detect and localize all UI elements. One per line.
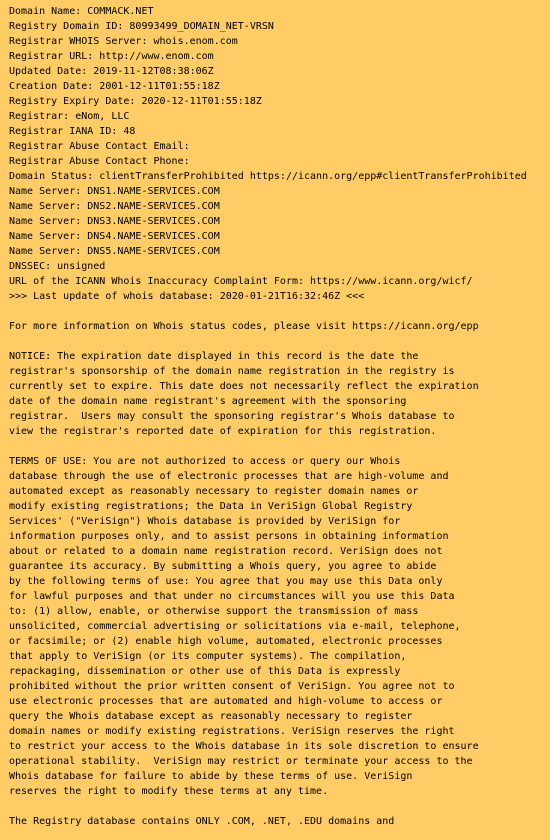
whois-line: automated except as reasonably necessary to register domain names or bbox=[9, 486, 419, 497]
whois-line: Registrar Abuse Contact Email: bbox=[9, 141, 190, 152]
whois-line: by the following terms of use: You agree that you may use this Data only bbox=[9, 576, 443, 587]
blank-line bbox=[9, 439, 527, 454]
blank-line bbox=[9, 334, 527, 349]
whois-line: modify existing registrations; the Data in VeriSign Global Registry bbox=[9, 501, 413, 512]
whois-line: registrar. Users may consult the sponsoring registrar's Whois database to bbox=[9, 411, 455, 422]
whois-line: unsolicited, commercial advertising or solicitations via e-mail, telephone, bbox=[9, 621, 461, 632]
whois-line: Creation Date: 2001-12-11T01:55:18Z bbox=[9, 81, 220, 92]
whois-line: domain names or modify existing registrations. VeriSign reserves the right bbox=[9, 726, 455, 737]
whois-line: Name Server: DNS3.NAME-SERVICES.COM bbox=[9, 216, 220, 227]
whois-line: database through the use of electronic processes that are high-volume and bbox=[9, 471, 449, 482]
whois-line: guarantee its accuracy. By submitting a Whois query, you agree to abide bbox=[9, 561, 437, 572]
whois-line: prohibited without the prior written consent of VeriSign. You agree not to bbox=[9, 681, 455, 692]
blank-line bbox=[9, 304, 527, 319]
whois-line: repackaging, dissemination or other use of this Data is expressly bbox=[9, 666, 401, 677]
whois-line: NOTICE: The expiration date displayed in this record is the date the bbox=[9, 351, 419, 362]
whois-line: Registrar: eNom, LLC bbox=[9, 111, 130, 122]
whois-line: Name Server: DNS2.NAME-SERVICES.COM bbox=[9, 201, 220, 212]
whois-line: Domain Status: clientTransferProhibited https://icann.org/epp#clientTransferProhibited bbox=[9, 171, 527, 182]
whois-line: query the Whois database except as reasonably necessary to register bbox=[9, 711, 413, 722]
whois-line: >>> Last update of whois database: 2020-01-21T16:32:46Z <<< bbox=[9, 291, 365, 302]
whois-line: Domain Name: COMMACK.NET bbox=[9, 6, 154, 17]
whois-line: currently set to expire. This date does not necessarily reflect the expiration bbox=[9, 381, 479, 392]
whois-record-text bbox=[9, 4, 527, 829]
whois-line: for lawful purposes and that under no circumstances will you use this Data bbox=[9, 591, 455, 602]
whois-line: Registrar WHOIS Server: whois.enom.com bbox=[9, 36, 238, 47]
whois-line: operational stability. VeriSign may restrict or terminate your access to the bbox=[9, 756, 473, 767]
whois-line: Services' ("VeriSign") Whois database is provided by VeriSign for bbox=[9, 516, 401, 527]
whois-line: information purposes only, and to assist persons in obtaining information bbox=[9, 531, 449, 542]
whois-line: For more information on Whois status codes, please visit https://icann.org/epp bbox=[9, 321, 479, 332]
whois-line: or facsimile; or (2) enable high volume, automated, electronic processes bbox=[9, 636, 443, 647]
whois-line: to restrict your access to the Whois database in its sole discretion to ensure bbox=[9, 741, 479, 752]
whois-line: The Registry database contains ONLY .COM, .NET, .EDU domains and bbox=[9, 816, 395, 827]
whois-line: about or related to a domain name registration record. VeriSign does not bbox=[9, 546, 443, 557]
whois-line: date of the domain name registrant's agreement with the sponsoring bbox=[9, 396, 407, 407]
whois-line: DNSSEC: unsigned bbox=[9, 261, 106, 272]
whois-line: registrar's sponsorship of the domain name registration in the registry is bbox=[9, 366, 455, 377]
whois-line: Registrar Abuse Contact Phone: bbox=[9, 156, 190, 167]
whois-line: Name Server: DNS5.NAME-SERVICES.COM bbox=[9, 246, 220, 257]
whois-line: Registry Expiry Date: 2020-12-11T01:55:18Z bbox=[9, 96, 262, 107]
whois-line: Whois database for failure to abide by these terms of use. VeriSign bbox=[9, 771, 413, 782]
whois-line: that apply to VeriSign (or its computer systems). The compilation, bbox=[9, 651, 407, 662]
whois-line: Name Server: DNS4.NAME-SERVICES.COM bbox=[9, 231, 220, 242]
whois-line: Name Server: DNS1.NAME-SERVICES.COM bbox=[9, 186, 220, 197]
whois-line: use electronic processes that are automated and high-volume to access or bbox=[9, 696, 443, 707]
whois-line: view the registrar's reported date of expiration for this registration. bbox=[9, 426, 437, 437]
whois-line: URL of the ICANN Whois Inaccuracy Complaint Form: https://www.icann.org/wicf/ bbox=[9, 276, 473, 287]
blank-line bbox=[9, 799, 527, 814]
whois-line: Registrar URL: http://www.enom.com bbox=[9, 51, 214, 62]
whois-line: Registry Domain ID: 80993499_DOMAIN_NET-VRSN bbox=[9, 21, 274, 32]
whois-line: Updated Date: 2019-11-12T08:38:06Z bbox=[9, 66, 214, 77]
whois-line: Registrar IANA ID: 48 bbox=[9, 126, 136, 137]
whois-line: reserves the right to modify these terms at any time. bbox=[9, 786, 329, 797]
whois-line: to: (1) allow, enable, or otherwise support the transmission of mass bbox=[9, 606, 419, 617]
whois-line: TERMS OF USE: You are not authorized to access or query our Whois bbox=[9, 456, 401, 467]
